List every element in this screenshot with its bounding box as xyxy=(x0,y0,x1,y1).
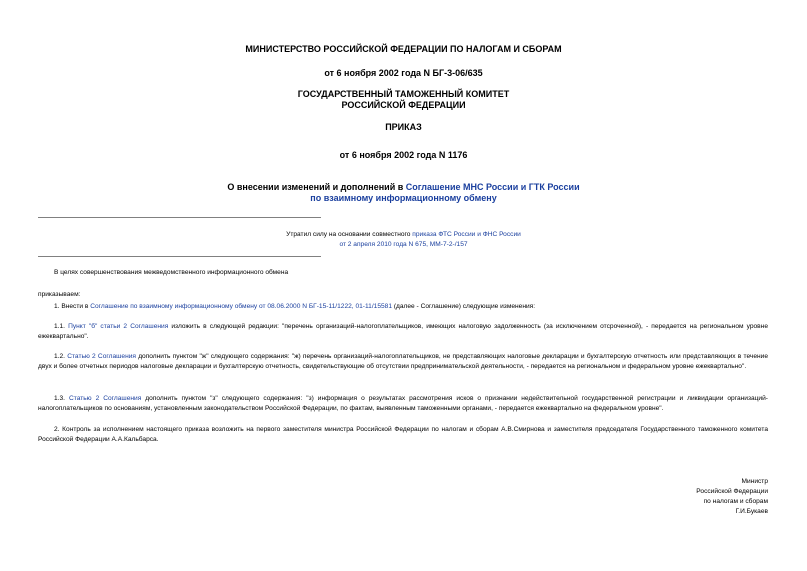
document-title xyxy=(0,182,807,204)
title-line-2 xyxy=(0,193,807,204)
document-type: ПРИКАЗ xyxy=(385,122,422,132)
preamble: В целях совершенствования межведомственного информационного обмена xyxy=(54,269,289,276)
point-b-article-2-link[interactable]: Пункт "б" статьи 2 Соглашения xyxy=(68,323,169,330)
agreement-link-line1[interactable]: Соглашение МНС России и ГТК России xyxy=(405,182,580,192)
committee-heading-line1: ГОСУДАРСТВЕННЫЙ ТАМОЖЕННЫЙ КОМИТЕТ xyxy=(297,89,510,99)
title-prefix: О внесении изменений и дополнений в xyxy=(227,182,406,192)
paragraph-1-2-prefix: 1.2. xyxy=(54,353,68,360)
void-notice-prefix: Утратил силу на основании совместного xyxy=(286,231,413,238)
committee-order-date: от 6 ноября 2002 года N 1176 xyxy=(339,150,468,160)
void-order-link-line1[interactable]: приказа ФТС России и ФНС России xyxy=(412,231,521,238)
paragraph-1-prefix: 1. Внести в xyxy=(54,303,91,310)
paragraph-1-3-prefix: 1.3. xyxy=(54,395,69,402)
ministry-order-date: от 6 ноября 2002 года N БГ-3-06/635 xyxy=(324,68,483,78)
paragraph-2-text: 2. Контроль за исполнением настоящего приказа возложить на первого заместителя министра Российской Федерации по налогам и сборам А.В.Смирнова и заместителя председателя Государственного таможенного комитета Российской Федерации А.А.Кальбарса. xyxy=(38,426,768,443)
paragraph-1-1-suffix: изложить в следующей редакции: "перечень организаций-налогоплательщиков, имеющих налоговую задолженность (за исключением отсроченной), - передается на региональном уровне ежеквартально". xyxy=(38,323,768,340)
paragraph-1-2 xyxy=(38,352,768,372)
ministry-heading: МИНИСТЕРСТВО РОССИЙСКОЙ ФЕДЕРАЦИИ ПО НАЛОГАМ И СБОРАМ xyxy=(245,44,562,54)
title-line-1 xyxy=(0,182,807,193)
paragraph-1-1-prefix: 1.1. xyxy=(54,323,69,330)
signature-country: Российской Федерации xyxy=(696,488,768,495)
paragraph-1-3-suffix: дополнить пунктом "з" следующего содержания: "з) информация о результатах рассмотрения исков о признании недействительной государственной регистрации и ликвидации организаций-налогоплательщиков по основаниям, установленным законодательством Российской Федерации, по фактам, выявленным таможенными органами, - передается ежеквартально на федеральном уровне". xyxy=(38,395,768,412)
void-notice-line1 xyxy=(0,230,807,240)
article-2-link[interactable]: Статью 2 Соглашения xyxy=(67,353,136,360)
paragraph-1-1 xyxy=(38,322,768,342)
order-word: приказываем: xyxy=(38,291,81,298)
article-2-link-2[interactable]: Статью 2 Соглашения xyxy=(68,395,142,402)
paragraph-1-suffix: (далее - Соглашение) следующие изменения: xyxy=(392,303,536,310)
signature-department: по налогам и сборам xyxy=(703,498,768,505)
signature-name: Г.И.Букаев xyxy=(735,508,768,515)
agreement-link-line2[interactable]: по взаимному информационному обмену xyxy=(310,193,497,203)
paragraph-2 xyxy=(38,425,768,445)
void-notice-line2 xyxy=(0,240,807,250)
void-order-link-line2[interactable]: от 2 апреля 2010 года N 675, ММ-7-2-/157 xyxy=(339,241,468,248)
bottom-divider xyxy=(38,256,321,257)
top-divider xyxy=(38,217,321,218)
agreement-reference-link[interactable]: Соглашение по взаимному информационному обмену от 08.06.2000 N БГ-15-11/1222, 01-11/15581 xyxy=(90,303,392,310)
paragraph-1-2-suffix: дополнить пунктом "ж" следующего содержания: "ж) перечень организаций-налогоплательщиков, не представляющих налоговые декларации и бухгалтерскую отчетность или представляющих в течение двух и более отчетных периодов налоговые декларации и бухгалтерскую отчетность, свидетельствующие об отсутствии предпринимательской деятельности, - передается на региональном и федеральном уровне ежеквартально". xyxy=(38,353,768,370)
signature-block xyxy=(696,477,768,517)
committee-heading-line2: РОССИЙСКОЙ ФЕДЕРАЦИИ xyxy=(341,100,466,110)
signature-title: Министр xyxy=(741,478,768,485)
paragraph-1 xyxy=(38,302,768,312)
paragraph-1-3 xyxy=(38,394,768,414)
